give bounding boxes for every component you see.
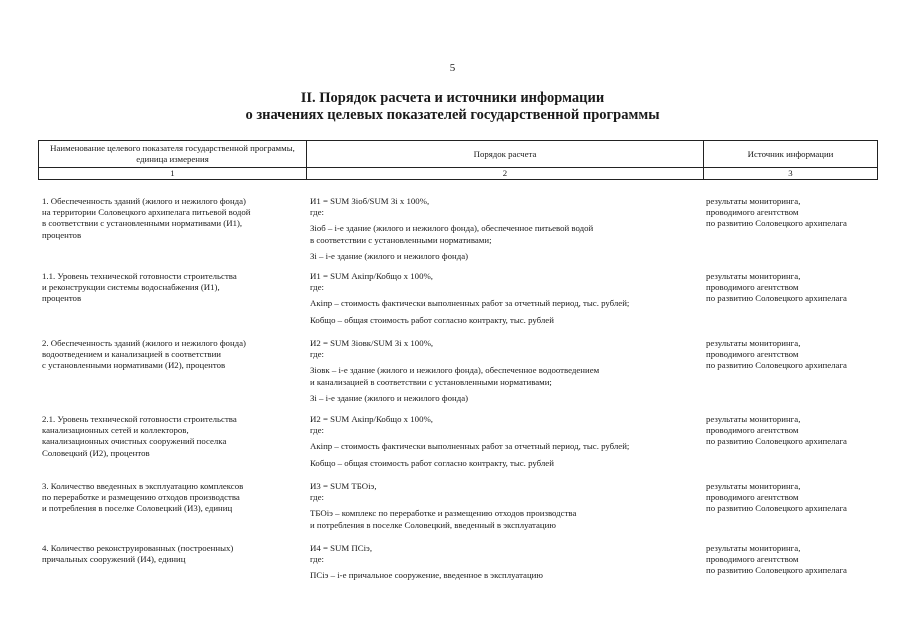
- information-source-line: по развитию Соловецкого архипелага: [706, 218, 847, 229]
- formula: И4 = SUM ПСiэ,: [310, 543, 373, 553]
- information-source-line: результаты мониторинга,: [706, 271, 801, 281]
- information-source-line: результаты мониторинга,: [706, 481, 801, 491]
- indicator-name-line: процентов: [42, 293, 82, 304]
- section-title: [0, 90, 905, 124]
- formula: И3 = SUM ТБОiэ,: [310, 481, 377, 491]
- column-number-2: 2: [307, 168, 704, 180]
- column-number-1: 1: [39, 168, 307, 180]
- column-number-3: 3: [704, 168, 878, 180]
- where-label: где:: [310, 349, 324, 360]
- column-number-row: [39, 168, 878, 180]
- section-title-line-2: о значениях целевых показателей государственной программы: [245, 107, 660, 123]
- information-source-line: по развитию Соловецкого архипелага: [706, 565, 847, 576]
- header-information-source: Источник информации: [704, 141, 878, 168]
- where-label: где:: [310, 492, 324, 503]
- indicator-name-line: 1. Обеспеченность зданий (жилого и нежилого фонда): [42, 196, 246, 206]
- variable-definition: Акiпр – стоимость фактически выполненных работ за отчетный период, тыс. рублей;: [310, 441, 630, 452]
- indicator-name-line: с установленными нормативами (И2), процентов: [42, 360, 226, 371]
- indicator-name-line: канализационных сетей и коллекторов,: [42, 425, 189, 436]
- variable-definition: Зiоб – i-е здание (жилого и нежилого фонда), обеспеченное питьевой водой: [310, 223, 594, 234]
- information-source-line: проводимого агентством: [706, 492, 799, 503]
- indicator-name-line: канализационных очистных сооружений поселка: [42, 436, 227, 447]
- indicator-name-line: по переработке и размещению отходов производства: [42, 492, 240, 503]
- formula: И1 = SUM Акiпр/Кобщо x 100%,: [310, 271, 433, 281]
- page-number: 5: [449, 62, 456, 74]
- where-label: где:: [310, 554, 324, 565]
- variable-definition: Кобщо – общая стоимость работ согласно контракту, тыс. рублей: [310, 314, 554, 325]
- calculation-method: [310, 338, 705, 404]
- variable-definition: Зi – i-е здание (жилого и нежилого фонда): [310, 392, 469, 403]
- variable-definition: ТБОiэ – комплекс по переработке и размещению отходов производства: [310, 508, 577, 519]
- variable-definition: Акiпр – стоимость фактически выполненных работ за отчетный период, тыс. рублей;: [310, 298, 630, 309]
- variable-definition: Зi – i-е здание (жилого и нежилого фонда): [310, 250, 469, 261]
- indicator-name-line: водоотведением и канализацией в соответствии: [42, 349, 222, 360]
- calculation-method: [310, 196, 705, 262]
- indicator-name-line: 2. Обеспеченность зданий (жилого и нежилого фонда): [42, 338, 246, 348]
- information-source-line: проводимого агентством: [706, 282, 799, 293]
- information-source-line: по развитию Соловецкого архипелага: [706, 293, 847, 304]
- variable-definition: в соответствии с установленными нормативами;: [310, 234, 492, 245]
- calculation-method: [310, 481, 705, 531]
- variable-definition: ПСiэ – i-е причальное сооружение, введенное в эксплуатацию: [310, 570, 543, 581]
- variable-definition: и потребления в поселке Соловецкий, введенный в эксплуатацию: [310, 519, 556, 530]
- information-source-line: проводимого агентством: [706, 349, 799, 360]
- indicator-name: [42, 543, 306, 565]
- indicator-name-line: 4. Количество реконструированных (построенных): [42, 543, 234, 553]
- information-source: [706, 338, 878, 372]
- calculation-method: [310, 414, 705, 469]
- indicator-name-line: и реконструкции системы водоснабжения (И1),: [42, 282, 220, 293]
- formula: И2 = SUM Зiовк/SUM Зi x 100%,: [310, 338, 434, 348]
- header-row: [39, 141, 878, 168]
- information-source-line: по развитию Соловецкого архипелага: [706, 503, 847, 514]
- calculation-method: [310, 543, 705, 582]
- indicator-name-line: в соответствии с установленными нормативами (И1),: [42, 218, 243, 229]
- indicator-name-line: Соловецкий (И2), процентов: [42, 447, 150, 458]
- indicator-name: [42, 271, 306, 305]
- indicator-name: [42, 338, 306, 372]
- information-source: [706, 271, 878, 305]
- information-source: [706, 414, 878, 448]
- information-source-line: проводимого агентством: [706, 207, 799, 218]
- variable-definition: Кобщо – общая стоимость работ согласно контракту, тыс. рублей: [310, 457, 554, 468]
- indicator-name: [42, 414, 306, 459]
- where-label: где:: [310, 425, 324, 436]
- information-source-line: проводимого агентством: [706, 554, 799, 565]
- where-label: где:: [310, 207, 324, 218]
- information-source: [706, 543, 878, 577]
- calculation-method: [310, 271, 705, 326]
- information-source: [706, 196, 878, 230]
- where-label: где:: [310, 282, 324, 293]
- formula: И2 = SUM Акiпр/Кобщо x 100%,: [310, 414, 433, 424]
- indicators-table-header: [38, 140, 878, 180]
- information-source-line: по развитию Соловецкого архипелага: [706, 360, 847, 371]
- section-title-line-1: II. Порядок расчета и источники информации: [300, 90, 605, 106]
- variable-definition: и канализацией в соответствии с установленными нормативами;: [310, 376, 552, 387]
- formula: И1 = SUM Зiоб/SUM Зi x 100%,: [310, 196, 430, 206]
- indicator-name-line: 1.1. Уровень технической готовности строительства: [42, 271, 237, 281]
- information-source-line: по развитию Соловецкого архипелага: [706, 436, 847, 447]
- indicator-name-line: 3. Количество введенных в эксплуатацию комплексов: [42, 481, 244, 491]
- indicator-name-line: 2.1. Уровень технической готовности строительства: [42, 414, 237, 424]
- information-source-line: результаты мониторинга,: [706, 414, 801, 424]
- header-calculation-method: Порядок расчета: [307, 141, 704, 168]
- information-source-line: результаты мониторинга,: [706, 543, 801, 553]
- information-source-line: результаты мониторинга,: [706, 196, 801, 206]
- indicator-name-line: на территории Соловецкого архипелага питьевой водой: [42, 207, 251, 218]
- indicator-name-line: причальных сооружений (И4), единиц: [42, 554, 186, 565]
- indicator-name-line: процентов: [42, 229, 82, 240]
- header-indicator-name: Наименование целевого показателя государственной программы, единица измерения: [39, 141, 307, 168]
- information-source-line: результаты мониторинга,: [706, 338, 801, 348]
- indicator-name: [42, 196, 306, 241]
- information-source: [706, 481, 878, 515]
- information-source-line: проводимого агентством: [706, 425, 799, 436]
- indicator-name: [42, 481, 306, 515]
- indicator-name-line: и потребления в поселке Соловецкий (И3), единиц: [42, 503, 233, 514]
- variable-definition: Зiовк – i-е здание (жилого и нежилого фонда), обеспеченное водоотведением: [310, 365, 600, 376]
